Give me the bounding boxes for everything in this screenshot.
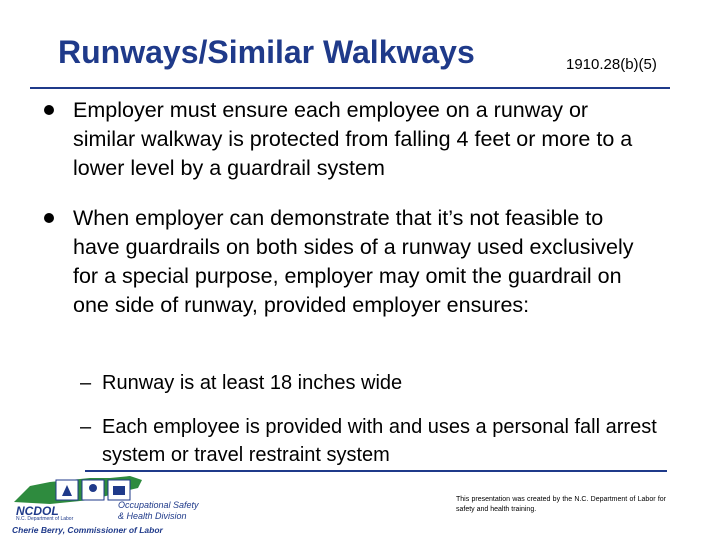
sub-bullet-item xyxy=(80,369,670,397)
slide-title: Runways/Similar Walkways xyxy=(58,34,475,70)
dash-icon: – xyxy=(80,372,92,394)
footer-note: This presentation was created by the N.C. Department of Labor for safety and health training. xyxy=(456,496,666,513)
dash-icon: – xyxy=(80,416,92,438)
logo-org-name: NCDOL xyxy=(16,504,59,518)
logo-division-line2: & Health Division xyxy=(118,511,187,521)
bullet-item xyxy=(44,204,644,320)
bullet-text: When employer can demonstrate that it’s not feasible to have guardrails on both sides of a runway used exclusively for a special purpose, employer may omit the guardrail on one side of runway, provided employer ensures: xyxy=(73,206,634,317)
title-divider xyxy=(30,87,670,89)
bullet-item xyxy=(44,96,644,183)
sub-bullet-text: Each employee is provided with and uses a personal fall arrest system or travel restraint system xyxy=(102,416,657,466)
bullet-text: Employer must ensure each employee on a runway or similar walkway is protected from falling 4 feet or more to a lower level by a guardrail system xyxy=(73,98,633,180)
bullet-dot-icon xyxy=(44,213,54,223)
bullet-dot-icon xyxy=(44,105,54,115)
regulation-reference: 1910.28(b)(5) xyxy=(566,56,657,73)
logo-commissioner: Cherie Berry, Commissioner of Labor xyxy=(12,525,163,535)
logo-division-line1: Occupational Safety xyxy=(118,500,199,510)
logo-org-subtitle: N.C. Department of Labor xyxy=(16,516,74,522)
ncdol-logo xyxy=(8,470,208,538)
sub-bullet-item xyxy=(80,413,670,469)
sub-bullet-text: Runway is at least 18 inches wide xyxy=(102,372,403,394)
